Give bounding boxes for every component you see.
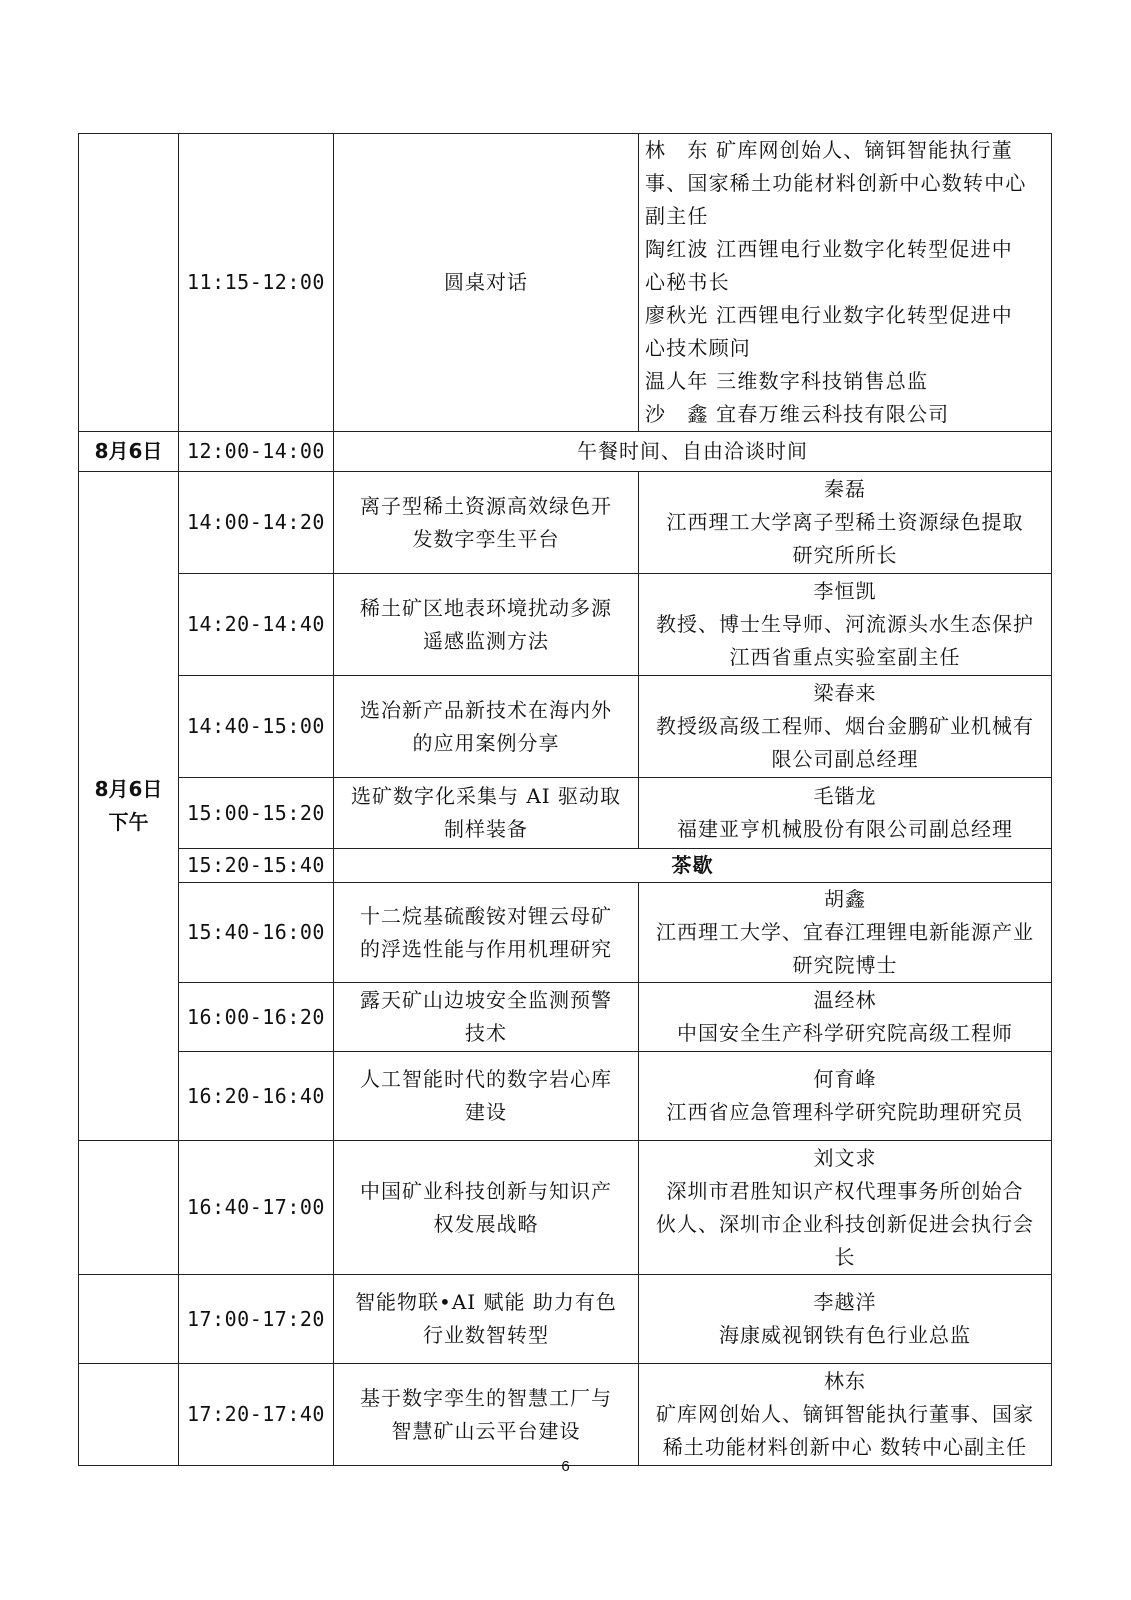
topic-cell xyxy=(334,472,639,574)
speaker-line: 研究院博士 xyxy=(792,953,898,977)
topic-line: 制样装备 xyxy=(444,817,528,841)
speaker-name: 胡鑫 xyxy=(824,887,866,911)
speaker-line: 研究所所长 xyxy=(792,543,898,567)
speaker-line: 江西省重点实验室副主任 xyxy=(729,645,961,669)
topic-line: 智慧矿山云平台建设 xyxy=(391,1418,581,1443)
speaker-name: 林东 xyxy=(824,1369,866,1393)
speaker-name: 李恒凯 xyxy=(813,579,877,603)
speaker-line: 伙人、深圳市企业科技创新促进会执行会 xyxy=(656,1211,1034,1236)
topic-line: 技术 xyxy=(465,1021,507,1045)
speaker-cell xyxy=(639,574,1052,676)
time-cell: 14:20-14:40 xyxy=(179,574,334,676)
time-cell: 15:00-15:20 xyxy=(179,778,334,849)
session-date: 8月6日 xyxy=(94,777,163,801)
speaker-line: 陶红波 江西锂电行业数字化转型促进中 xyxy=(645,237,1013,261)
time-cell: 12:00-14:00 xyxy=(179,432,334,472)
speaker-cell xyxy=(639,472,1052,574)
topic-cell xyxy=(334,1275,639,1364)
topic-cell: 圆桌对话 xyxy=(334,134,639,432)
topic-line: 基于数字孪生的智慧工厂与 xyxy=(360,1385,612,1410)
speaker-cell xyxy=(639,983,1052,1052)
speaker-line: 廖秋光 江西锂电行业数字化转型促进中 xyxy=(645,303,1013,327)
topic-line: 建设 xyxy=(465,1100,507,1124)
time-cell: 11:15-12:00 xyxy=(179,134,334,432)
table-row xyxy=(79,432,1052,472)
table-row xyxy=(79,983,1052,1052)
topic-cell xyxy=(334,983,639,1052)
topic-line: 发数字孪生平台 xyxy=(412,526,560,551)
speaker-line: 中国安全生产科学研究院高级工程师 xyxy=(677,1021,1013,1045)
speaker-cell xyxy=(639,1052,1052,1141)
table-row xyxy=(79,574,1052,676)
speaker-name: 温经林 xyxy=(813,988,877,1012)
topic-line: 稀土矿区地表环境扰动多源 xyxy=(360,595,612,620)
page-number: 6 xyxy=(561,1458,570,1475)
table-row xyxy=(79,1364,1052,1466)
speaker-cell xyxy=(639,134,1052,432)
table-row xyxy=(79,1141,1052,1275)
speaker-cell xyxy=(639,883,1052,983)
topic-line: 离子型稀土资源高效绿色开 xyxy=(360,493,612,518)
agenda-table xyxy=(78,133,1052,1466)
topic-line: 中国矿业科技创新与知识产 xyxy=(360,1178,612,1203)
time-cell: 16:40-17:00 xyxy=(179,1141,334,1275)
speaker-line: 教授级高级工程师、烟台金鹏矿业机械有 xyxy=(656,714,1034,738)
topic-cell xyxy=(334,778,639,849)
table-row xyxy=(79,1275,1052,1364)
topic-line: 选冶新产品新技术在海内外 xyxy=(360,697,612,722)
speaker-cell xyxy=(639,1141,1052,1275)
speaker-name: 刘文求 xyxy=(813,1145,877,1170)
time-cell: 14:40-15:00 xyxy=(179,676,334,778)
topic-cell xyxy=(334,574,639,676)
time-cell: 15:20-15:40 xyxy=(179,849,334,883)
topic-line: 选矿数字化采集与 AI 驱动取 xyxy=(350,784,622,808)
table-row xyxy=(79,778,1052,849)
time-cell: 16:20-16:40 xyxy=(179,1052,334,1141)
speaker-line: 教授、博士生导师、河流源头水生态保护 xyxy=(656,612,1034,636)
topic-cell xyxy=(334,1052,639,1141)
speaker-name: 李越洋 xyxy=(813,1290,877,1314)
session-date-cell xyxy=(79,472,179,1141)
speaker-line: 深圳市君胜知识产权代理事务所创始合 xyxy=(666,1178,1024,1203)
date-cell xyxy=(79,1141,179,1275)
speaker-line: 江西理工大学、宜春江理锂电新能源产业 xyxy=(656,920,1034,944)
date-cell xyxy=(79,1364,179,1466)
time-cell: 14:00-14:20 xyxy=(179,472,334,574)
break-cell: 午餐时间、自由洽谈时间 xyxy=(334,432,1052,472)
topic-cell xyxy=(334,1141,639,1275)
table-row xyxy=(79,134,1052,432)
table-row xyxy=(79,472,1052,574)
tea-break-cell: 茶歇 xyxy=(334,849,1052,883)
topic-cell xyxy=(334,1364,639,1466)
topic-line: 人工智能时代的数字岩心库 xyxy=(360,1067,612,1091)
speaker-line: 心秘书长 xyxy=(645,270,730,294)
speaker-line: 长 xyxy=(834,1244,856,1269)
topic-line: 的应用案例分享 xyxy=(412,730,560,755)
session-period: 下午 xyxy=(108,810,149,834)
date-cell xyxy=(79,134,179,432)
topic-cell xyxy=(334,676,639,778)
speaker-name: 毛锴龙 xyxy=(813,784,877,808)
speaker-line: 矿库网创始人、镝铒智能执行董事、国家 xyxy=(656,1402,1034,1426)
topic-line: 露天矿山边坡安全监测预警 xyxy=(360,988,612,1012)
table-row xyxy=(79,1052,1052,1141)
speaker-line: 沙 鑫 宜春万维云科技有限公司 xyxy=(645,402,950,426)
speaker-line: 稀土功能材料创新中心 数转中心副主任 xyxy=(662,1435,1028,1459)
topic-cell xyxy=(334,883,639,983)
time-cell: 15:40-16:00 xyxy=(179,883,334,983)
speaker-name: 秦磊 xyxy=(824,477,866,501)
speaker-line: 事、国家稀土功能材料创新中心数转中心 xyxy=(645,171,1027,195)
time-cell: 17:20-17:40 xyxy=(179,1364,334,1466)
table-row xyxy=(79,883,1052,983)
table-row xyxy=(79,676,1052,778)
speaker-line: 林 东 矿库网创始人、镝铒智能执行董 xyxy=(645,138,1013,162)
speaker-line: 江西理工大学离子型稀土资源绿色提取 xyxy=(666,510,1024,534)
table-row xyxy=(79,849,1052,883)
topic-line: 的浮选性能与作用机理研究 xyxy=(360,936,612,961)
speaker-line: 限公司副总经理 xyxy=(771,747,919,771)
speaker-name: 梁春来 xyxy=(813,681,877,705)
date-cell xyxy=(79,1275,179,1364)
speaker-name: 何育峰 xyxy=(813,1067,877,1091)
time-cell: 16:00-16:20 xyxy=(179,983,334,1052)
speaker-line: 心技术顾问 xyxy=(645,336,751,360)
speaker-line: 福建亚亨机械股份有限公司副总经理 xyxy=(677,817,1013,841)
speaker-line: 温人年 三维数字科技销售总监 xyxy=(645,369,929,393)
speaker-cell xyxy=(639,676,1052,778)
time-cell: 17:00-17:20 xyxy=(179,1275,334,1364)
speaker-line: 海康威视钢铁有色行业总监 xyxy=(719,1323,971,1347)
speaker-cell xyxy=(639,1275,1052,1364)
topic-line: 遥感监测方法 xyxy=(423,628,549,653)
speaker-cell xyxy=(639,1364,1052,1466)
speaker-line: 江西省应急管理科学研究院助理研究员 xyxy=(666,1100,1024,1124)
topic-line: 智能物联•AI 赋能 助力有色 xyxy=(355,1290,617,1314)
topic-line: 行业数智转型 xyxy=(423,1323,549,1347)
topic-line: 十二烷基硫酸铵对锂云母矿 xyxy=(360,903,612,928)
speaker-line: 副主任 xyxy=(645,204,709,228)
topic-line: 权发展战略 xyxy=(433,1211,539,1236)
speaker-cell xyxy=(639,778,1052,849)
date-cell: 8月6日 xyxy=(79,432,179,472)
